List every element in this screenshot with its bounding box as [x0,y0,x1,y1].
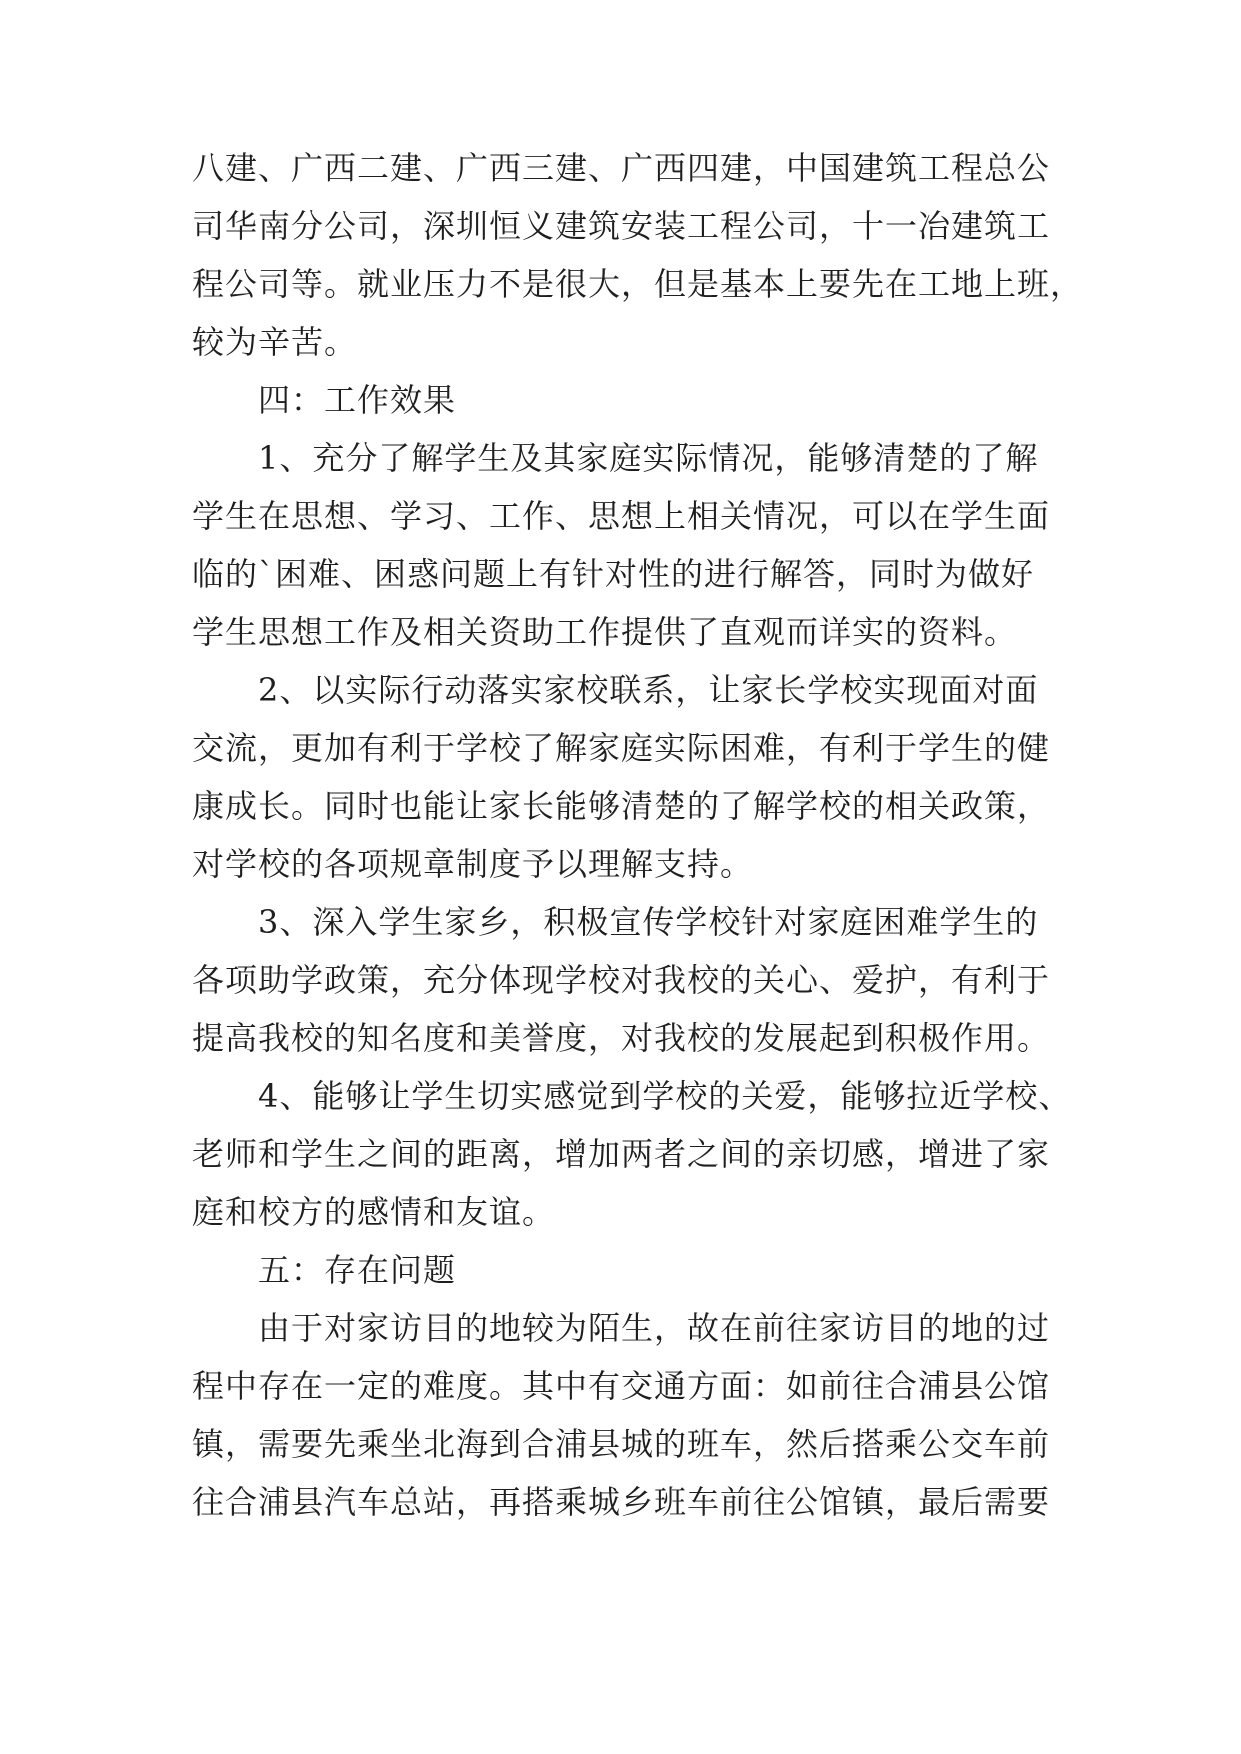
text-line: 由于对家访目的地较为陌生，故在前往家访目的地的过 [258,1309,1051,1347]
text-line: 学生思想工作及相关资助工作提供了直观而详实的资料。 [192,613,1018,651]
text-line: 庭和校方的感情和友谊。 [192,1193,556,1231]
section-heading: 四：工作效果 [258,381,457,419]
text-line: 对学校的各项规章制度予以理解支持。 [192,845,754,883]
text-line: 较为辛苦。 [192,323,358,361]
text-line: 康成长。同时也能让家长能够清楚的了解学校的相关政策， [192,787,1051,825]
text-line: 学生在思想、学习、工作、思想上相关情况，可以在学生面 [192,497,1051,535]
text-line: 司华南分公司，深圳恒义建筑安装工程公司，十一冶建筑工 [192,207,1051,245]
text-line: 八建、广西二建、广西三建、广西四建，中国建筑工程总公 [192,149,1051,187]
text-line: 老师和学生之间的距离，增加两者之间的亲切感，增进了家 [192,1135,1051,1173]
text-line: 交流，更加有利于学校了解家庭实际困难，有利于学生的健 [192,729,1051,767]
text-line: 程中存在一定的难度。其中有交通方面：如前往合浦县公馆 [192,1367,1051,1405]
text-line: 1、充分了解学生及其家庭实际情况，能够清楚的了解 [258,439,1039,477]
text-line: 临的`困难、困惑问题上有针对性的进行解答，同时为做好 [192,555,1035,593]
text-line: 往合浦县汽车总站，再搭乘城乡班车前往公馆镇，最后需要 [192,1483,1051,1521]
text-line: 2、以实际行动落实家校联系，让家长学校实现面对面 [258,671,1039,709]
text-line: 3、深入学生家乡，积极宣传学校针对家庭困难学生的 [258,903,1039,941]
text-line: 各项助学政策，充分体现学校对我校的关心、爱护，有利于 [192,961,1051,999]
text-line: 4、能够让学生切实感觉到学校的关爱，能够拉近学校、 [258,1077,1072,1115]
section-heading: 五：存在问题 [258,1251,457,1289]
text-line: 提高我校的知名度和美誉度，对我校的发展起到积极作用。 [192,1019,1051,1057]
text-line: 程公司等。就业压力不是很大，但是基本上要先在工地上班， [192,265,1084,303]
text-line: 镇，需要先乘坐北海到合浦县城的班车，然后搭乘公交车前 [192,1425,1051,1463]
